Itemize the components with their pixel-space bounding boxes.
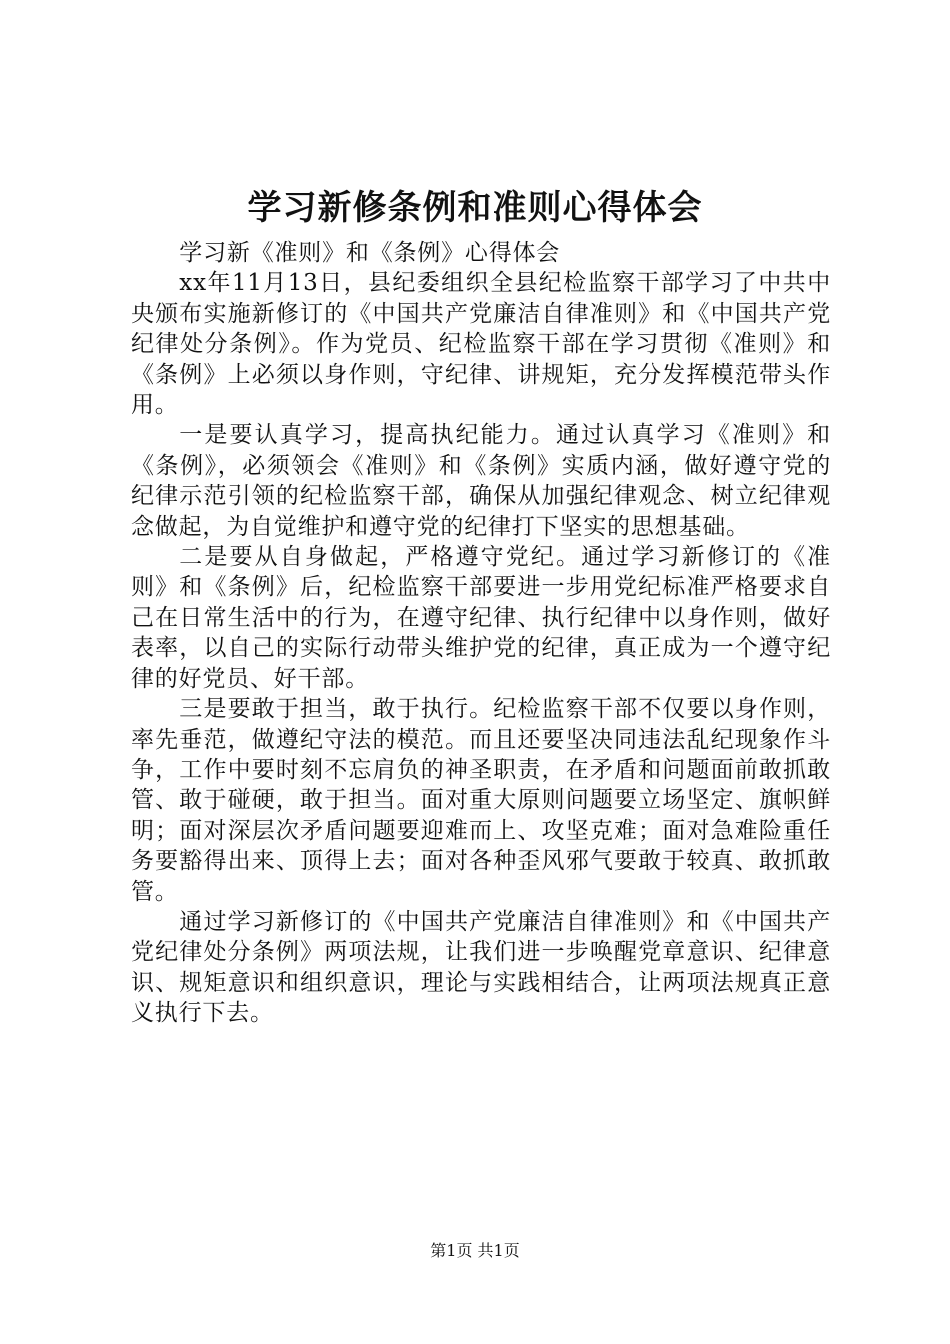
document-title: 学习新修条例和准则心得体会 — [247, 188, 703, 228]
paragraph-point-one: 一是要认真学习，提高执纪能力。通过认真学习《准则》和《条例》，必须领会《准则》和《条例》实质内涵，做好遵守党的纪律示范引领的纪检监察干部，确保从加强纪律观念、树立纪律观念做起，为自觉维护和遵守党的纪律打下坚实的思想基础。 — [131, 422, 831, 540]
document-subtitle: 学习新《准则》和《条例》心得体会 — [179, 240, 561, 266]
paragraph-point-three: 三是要敢于担当，敢于执行。纪检监察干部不仅要以身作则，率先垂范，做遵纪守法的模范。而且还要坚决同违法乱纪现象作斗争，工作中要时刻不忘肩负的神圣职责，在矛盾和问题面前敢抓敢管、敢于碰硬，敢于担当。面对重大原则问题要立场坚定、旗帜鲜明；面对深层次矛盾问题要迎难而上、攻坚克难；面对急难险重任务要豁得出来、顶得上去；面对各种歪风邪气要敢于较真、敢抓敢管。 — [131, 696, 831, 905]
paragraph-intro: xx年11月13日，县纪委组织全县纪检监察干部学习了中共中央颁布实施新修订的《中国共产党廉洁自律准则》和《中国共产党纪律处分条例》。作为党员、纪检监察干部在学习贯彻《准则》和《条例》上必须以身作则，守纪律、讲规矩，充分发挥模范带头作用。 — [131, 270, 831, 419]
paragraph-conclusion: 通过学习新修订的《中国共产党廉洁自律准则》和《中国共产党纪律处分条例》两项法规，让我们进一步唤醒党章意识、纪律意识、规矩意识和组织意识，理论与实践相结合，让两项法规真正意义执行下去。 — [131, 908, 831, 1027]
paragraph-point-two: 二是要从自身做起，严格遵守党纪。通过学习新修订的《准则》和《条例》后，纪检监察干部要进一步用党纪标准严格要求自己在日常生活中的行为，在遵守纪律、执行纪律中以身作则，做好表率，以自己的实际行动带头维护党的纪律，真正成为一个遵守纪律的好党员、好干部。 — [131, 544, 831, 692]
document-body — [131, 238, 831, 1029]
page-number-footer: 第1页 共1页 — [430, 1241, 520, 1260]
